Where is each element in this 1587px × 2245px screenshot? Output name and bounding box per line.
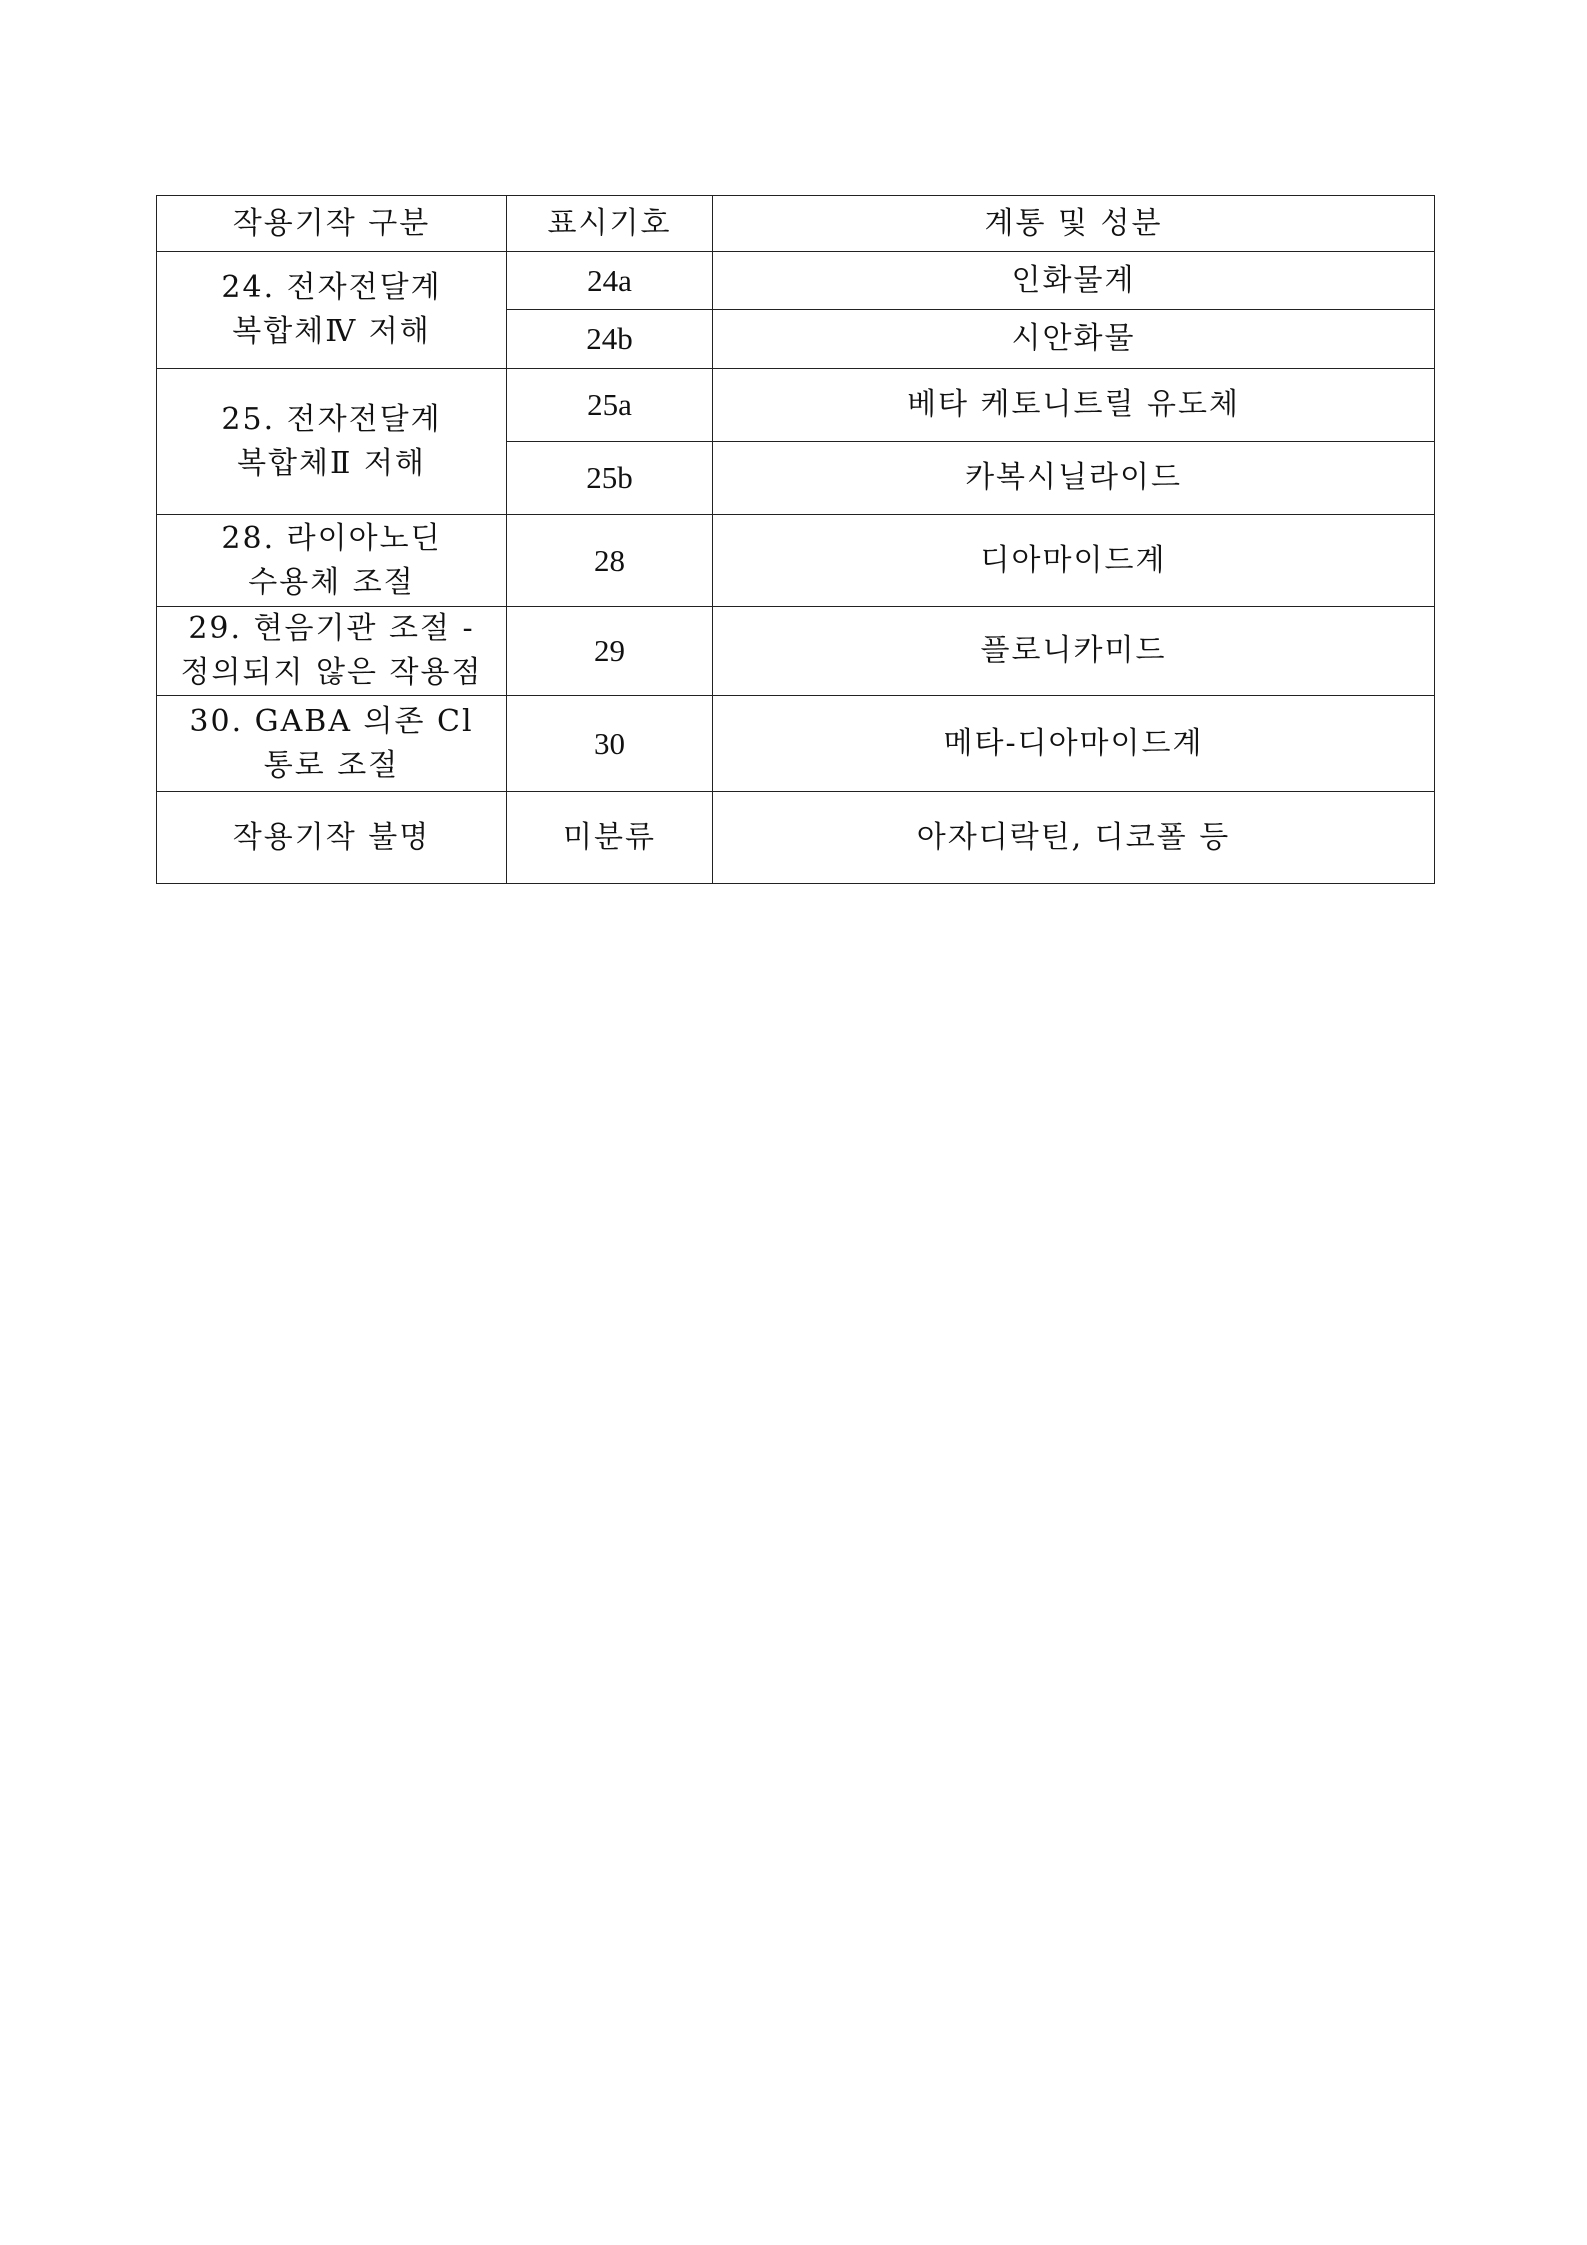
group-line: 24. 전자전달계: [221, 270, 442, 305]
moa-classification-table: [156, 195, 1435, 884]
group-line: 30. GABA 의존 Cl: [189, 703, 474, 739]
group-cell-30: [157, 696, 507, 792]
group-cell-24: [157, 252, 507, 369]
class-cell: 인화물계: [713, 252, 1435, 310]
code-cell: 25a: [507, 369, 713, 442]
table-header-row: [157, 196, 1435, 252]
table-row: [157, 252, 1435, 310]
table-row: [157, 792, 1435, 884]
code-cell: 미분류: [507, 792, 713, 884]
class-cell: 시안화물: [713, 310, 1435, 369]
class-cell: 카복시닐라이드: [713, 442, 1435, 515]
table-row: [157, 696, 1435, 792]
group-line: 복합체Ⅱ 저해: [237, 445, 426, 481]
class-cell: 플로니카미드: [713, 607, 1435, 696]
group-line: 정의되지 않은 작용점: [180, 655, 483, 690]
group-line: 통로 조절: [263, 747, 400, 783]
class-cell: 아자디락틴, 디코폴 등: [713, 792, 1435, 884]
group-cell-unknown: [157, 792, 507, 884]
code-cell: 29: [507, 607, 713, 696]
group-line: 29. 현음기관 조절 -: [188, 611, 475, 646]
group-line: 복합체Ⅳ 저해: [232, 314, 431, 349]
code-cell: 25b: [507, 442, 713, 515]
code-cell: 24a: [507, 252, 713, 310]
table-row: [157, 607, 1435, 696]
group-line: 수용체 조절: [248, 564, 415, 600]
class-cell: 메타-디아마이드계: [713, 696, 1435, 792]
group-line: 25. 전자전달계: [221, 401, 442, 437]
header-class: 계통 및 성분: [713, 196, 1435, 252]
code-cell: 24b: [507, 310, 713, 369]
code-cell: 28: [507, 515, 713, 607]
code-cell: 30: [507, 696, 713, 792]
header-moa-group: 작용기작 구분: [157, 196, 507, 252]
header-code: 표시기호: [507, 196, 713, 252]
group-cell-29: [157, 607, 507, 696]
class-cell: 베타 케토니트릴 유도체: [713, 369, 1435, 442]
group-line: 28. 라이아노딘: [221, 520, 442, 556]
group-cell-25: [157, 369, 507, 515]
group-cell-28: [157, 515, 507, 607]
table-row: [157, 515, 1435, 607]
group-line: 작용기작 불명: [232, 819, 431, 855]
class-cell: 디아마이드계: [713, 515, 1435, 607]
table-row: [157, 369, 1435, 442]
